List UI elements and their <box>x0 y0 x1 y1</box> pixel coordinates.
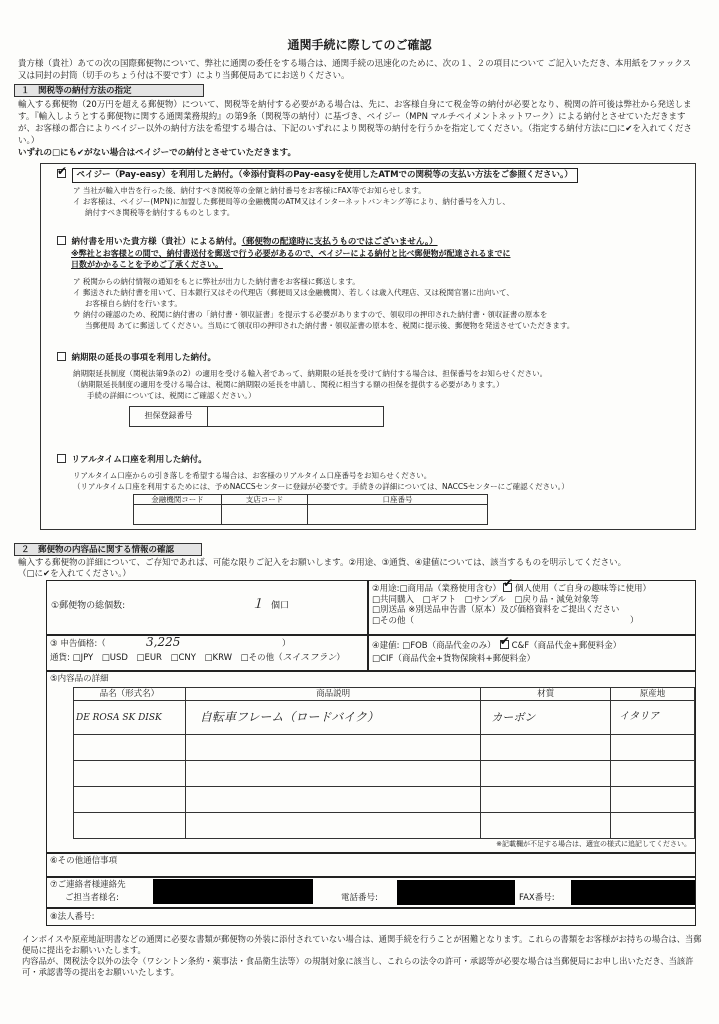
table-row <box>74 701 695 735</box>
item-origin-cell[interactable] <box>611 787 695 813</box>
paper-slip-step-c1: ウ 納付の確認のため、税関に納付書の「納付書・領収証書」を提示する必要がありますので、領収印の押印された納付書・領収証書の原本を <box>73 309 548 319</box>
terms-cf-checkbox[interactable] <box>499 634 510 649</box>
contents-section <box>46 671 696 853</box>
realtime-line1: リアルタイム口座からの引き落しを希望する場合は、お客様のリアルタイム口座番号をお知らせください。 <box>73 470 432 480</box>
account-number-input[interactable] <box>308 505 488 525</box>
check-mark-icon: ✔ <box>57 164 68 178</box>
redacted-fax <box>571 880 695 905</box>
item-material-cell[interactable] <box>481 787 611 813</box>
page-title: 通関手続に際してのご確認 <box>287 38 432 52</box>
section2-heading: ２ 郵便物の内容品に関する情報の確認 <box>14 543 202 556</box>
paper-slip-note1: ※弊社とお客様との間で、納付書送付を郵送で行う必要があるので、ペイジーによる納付と比べ郵便物が配達されるまでに <box>71 248 511 258</box>
package-count-unit: 個口 <box>271 601 290 611</box>
currency-other-value[interactable]: スイスフラン <box>282 653 337 663</box>
item-name-cell[interactable] <box>74 813 186 839</box>
option-paper-slip <box>57 236 697 331</box>
table-row <box>74 813 695 839</box>
payeasy-title: ペイジー（Pay-easy）を利用した納付。（※添付資料のPay-easyを使用したATMでの関税等の支払い方法をご参照ください。） <box>72 168 578 183</box>
col-header-name: 品名（形式名） <box>74 688 186 701</box>
paper-slip-note2: 日数がかかることを予めご了承ください。 <box>71 259 223 269</box>
item-description-cell[interactable] <box>185 787 480 813</box>
redacted-name <box>153 879 313 904</box>
currency-options[interactable]: 通貨: □JPY □USD □EUR □CNY □KRW □その他（ <box>50 653 283 663</box>
declared-value-input[interactable]: 3,225 <box>146 635 181 649</box>
section1-heading: １ 関税等の納付方法の指定 <box>14 84 204 97</box>
footer-note2: 内容品が、関税法令以外の法令（ワシントン条約・薬事法・食品衛生法等）の規制対象に該当し、これらの法令の許可・承認等が必要な場合は当郵便局にお申し出いただき、当該許可・承認書等の提出をお願いいたします。 <box>22 956 694 977</box>
option-deferred <box>57 352 697 427</box>
section2-text2: （□に✔を入れてください。） <box>18 569 131 579</box>
trade-terms-field <box>368 635 696 671</box>
section1-warning: いずれの□にも✔がない場合はペイジーでの納付とさせていただきます。 <box>18 148 296 158</box>
paper-slip-title-note: （郵便物の配達時に支払うものではございません。） <box>241 237 438 247</box>
table-row <box>74 735 695 761</box>
branch-code-header: 支店コード <box>222 494 308 504</box>
realtime-line2: （リアルタイム口座を利用するためには、予めNACCSセンターに登録が必要です。手続きの詳細については、NACCSセンターにご確認ください。） <box>73 481 569 491</box>
deferred-line3: 手続の詳細については、税関にご確認ください。） <box>87 390 256 400</box>
col-header-material: 材質 <box>481 688 611 701</box>
item-origin-cell[interactable]: イタリア <box>611 701 695 735</box>
item-material-cell[interactable] <box>481 761 611 787</box>
table-row <box>74 761 695 787</box>
item-origin-cell[interactable] <box>611 735 695 761</box>
currency-close: ） <box>336 653 345 663</box>
contact-name-label: ご担当者様名: <box>65 893 119 903</box>
collateral-label: 担保登録番号 <box>130 406 208 426</box>
terms-cf: C&F（商品代金+郵便料金） <box>511 641 622 651</box>
option-payeasy <box>57 164 697 218</box>
usage-label: ②用途: <box>372 584 400 594</box>
deferred-title: 納期限の延長の事項を利用した納付。 <box>71 353 217 363</box>
item-description-cell[interactable] <box>185 761 480 787</box>
paper-slip-step-c2: 当郵便局 あてに郵送してください。当局にて領収印の押印された納付書・領収証書の原本を、税関に提示後、郵便物を発送させていただきます。 <box>85 320 575 330</box>
branch-code-input[interactable] <box>222 505 308 525</box>
paper-slip-title: 納付書を用いた貴方様（貴社）による納付。 <box>71 237 242 247</box>
bank-code-input[interactable] <box>134 505 222 525</box>
item-material-cell[interactable] <box>481 813 611 839</box>
item-material-cell[interactable] <box>481 735 611 761</box>
package-count-value: １ <box>251 597 265 612</box>
footer-notes <box>22 934 702 978</box>
terms-cif[interactable]: □CIF（商品代金+貨物保険料+郵便料金） <box>372 654 536 664</box>
account-number-header: 口座番号 <box>308 494 488 504</box>
redacted-tel <box>397 880 515 905</box>
realtime-title: リアルタイム口座を利用した納付。 <box>71 455 207 465</box>
table-note: ※記載欄が不足する場合は、適宜の様式に追記してください。 <box>496 840 691 848</box>
item-origin-cell[interactable] <box>611 761 695 787</box>
deferred-line2: （納期限延長制度の適用を受ける場合は、税関に納期限の延長を申請し、関税に相当する額の担保を提供する必要があります。） <box>73 379 504 389</box>
contact-fax-label: FAX番号: <box>519 893 555 903</box>
corporate-number-label: ⑧法人番号: <box>50 912 95 922</box>
payeasy-step-b1: イ お客様は、ペイジー(MPN)に加盟した郵便局等の金融機関のATM又はインターネットバンキング等により、納付番号を入力し、 <box>73 196 510 206</box>
usage-commercial[interactable]: □商用品（業務使用含む） <box>399 584 502 594</box>
paper-slip-step-b1: イ 郵送された納付書を用いて、日本銀行又はその代理店（郵便局又は金融機関）、若しくは歳入代理店、又は税関官署に出向いて、 <box>73 287 514 297</box>
col-header-description: 商品説明 <box>185 688 480 701</box>
bank-code-header: 金融機関コード <box>134 494 222 504</box>
declared-value-field <box>46 635 368 671</box>
deferred-checkbox[interactable] <box>57 352 66 361</box>
usage-field <box>368 576 696 635</box>
paper-slip-step-b2: お客様自ら納付を行います。 <box>85 298 182 308</box>
usage-personal: 個人使用（ご自身の趣味等に使用） <box>515 584 652 594</box>
declared-value-label: ③ 申告価格:（ <box>50 639 106 649</box>
deferred-line1: 納期限延長制度（関税法第9条の2）の適用を受ける輸入者であって、納期限の延長を受けて納付する場合は、担保番号をお知らせください。 <box>73 368 548 378</box>
corporate-number-field[interactable] <box>46 908 696 926</box>
section2-text <box>18 558 700 580</box>
section1-body: 輸入する郵便物（20万円を超える郵便物）について、関税等を納付する必要がある場合は、先に、お客様自身にて税金等の納付が必要となり、税関の許可後は弊社から発送します。『輸入しようとする郵便物に関する通関業務規約』の第9条（関税等の納付）に基づき、ペイジー（MPN マルチペイメントネットワーク）による納付とさせていただきますが、お客様の都合によりペイジー以外の納付方法を希望する場合は、下記のいずれにより関税等の納付を行うかを指定してください。（指定する納付方法に□に✔を入れてください。） <box>18 100 692 146</box>
section2-text1: 輸入する郵便物の詳細について、ご存知であれば、可能な限りご記入をお願いします。②用途、③通貨、④建値については、該当するものを明示してください。 <box>18 558 627 568</box>
payeasy-step-a: ア 当社が輸入申告を行った後、納付すべき関税等の金額と納付番号をお客様にFAX等でお知らせします。 <box>73 185 426 195</box>
intro-text: 貴方様（貴社）あての次の国際郵便物について、弊社に通関の委任をする場合は、通関手続の迅速化のために、次の１、２の項目について ご記入いただき、本用紙をファックス又は同封の封筒（切手のちょう付は不要です）により当郵便局あてにお送りください。 <box>18 59 692 81</box>
other-messages-label: ⑥その他通信事項 <box>50 856 118 866</box>
contact-field <box>46 877 696 908</box>
contents-label: ⑤内容品の詳細 <box>50 674 109 684</box>
item-name-cell[interactable] <box>74 787 186 813</box>
item-description-cell[interactable]: 自転車フレーム（ロードバイク） <box>185 701 480 735</box>
package-count-label: ①郵便物の総個数: <box>51 601 126 611</box>
account-table <box>133 494 488 525</box>
option-realtime <box>57 454 697 525</box>
check-mark-icon: ✔ <box>499 634 510 648</box>
payeasy-step-b2: 納付すべき関税等を納付するものとします。 <box>85 207 235 217</box>
item-material-cell[interactable]: カーボン <box>481 701 611 735</box>
item-name-cell[interactable] <box>74 735 186 761</box>
contact-tel-label: 電話番号: <box>341 893 378 903</box>
contact-label: ⑦ご連絡者様連絡先 <box>50 880 126 890</box>
contents-table <box>73 687 695 839</box>
usage-other-close: ） <box>630 615 639 626</box>
usage-other[interactable]: □その他（ <box>372 615 415 626</box>
payment-options-box <box>40 163 696 530</box>
item-origin-cell[interactable] <box>611 813 695 839</box>
collateral-input[interactable] <box>208 406 384 426</box>
realtime-checkbox[interactable] <box>57 454 66 463</box>
usage-separate-shipment[interactable]: □別送品 ※別送品申告書（原本）及び価格資料をご提出ください <box>372 605 620 615</box>
paper-slip-step-a: ア 税関からの納付情報の通知をもとに弊社が出力した納付書をお客様に郵送します。 <box>73 276 360 286</box>
collateral-table <box>129 406 384 427</box>
item-name-cell[interactable] <box>74 761 186 787</box>
other-messages-field[interactable] <box>46 853 696 877</box>
check-mark-icon: ✔ <box>503 576 514 590</box>
package-count-field[interactable] <box>46 580 368 635</box>
item-name-cell[interactable]: DE ROSA SK DISK <box>74 701 186 735</box>
item-description-cell[interactable] <box>185 735 480 761</box>
usage-personal-checkbox[interactable] <box>503 576 514 592</box>
terms-fob[interactable]: ④建値: □FOB（商品代金のみ） <box>372 641 496 651</box>
table-row <box>74 787 695 813</box>
usage-group-options[interactable]: □共同購入 □ギフト □サンプル □戻り品・減免対象等 <box>372 594 599 605</box>
footer-note1: インボイスや原産地証明書などの通関に必要な書類が郵便物の外装に添付されていない場合は、通関手続を行うことが困難となります。これらの書類をお客様がお持ちの場合は、当郵便局に提出をお願いいたします。 <box>22 934 702 955</box>
paper-slip-checkbox[interactable] <box>57 236 66 245</box>
section1-text <box>18 99 700 159</box>
payeasy-checkbox[interactable] <box>57 164 68 178</box>
item-description-cell[interactable] <box>185 813 480 839</box>
declared-value-close: ） <box>282 639 291 649</box>
col-header-origin: 原産地 <box>611 688 695 701</box>
